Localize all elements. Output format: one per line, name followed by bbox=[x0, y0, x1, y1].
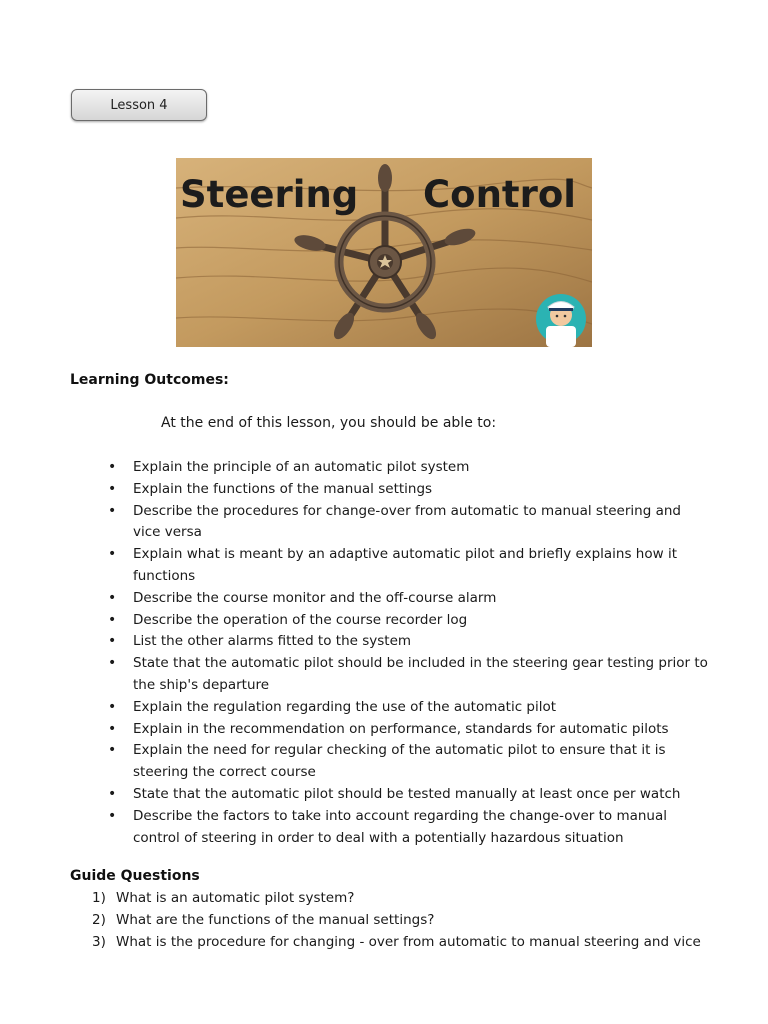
list-item: • Explain what is meant by an adaptive automatic pilot and briefly explains how it functions bbox=[108, 544, 708, 588]
list-item: • Explain the functions of the manual settings bbox=[108, 479, 708, 501]
learning-outcomes-intro: At the end of this lesson, you should be able to: bbox=[161, 415, 497, 431]
guide-questions-heading: Guide Questions bbox=[70, 868, 200, 884]
list-item bbox=[92, 910, 712, 932]
question-text: What is the procedure for changing - over from automatic to manual steering and vice bbox=[116, 933, 701, 950]
list-item: • Describe the procedures for change-over from automatic to manual steering and vice versa bbox=[108, 501, 708, 545]
list-item bbox=[92, 932, 712, 954]
question-text: What is an automatic pilot system? bbox=[116, 890, 355, 906]
list-item: • Explain the regulation regarding the use of the automatic pilot bbox=[108, 697, 708, 719]
list-item: • Explain the principle of an automatic pilot system bbox=[108, 457, 708, 479]
list-item: • Explain in the recommendation on performance, standards for automatic pilots bbox=[108, 719, 708, 741]
list-item: • List the other alarms fitted to the system bbox=[108, 631, 708, 653]
steering-control-banner bbox=[176, 158, 592, 347]
list-item: • State that the automatic pilot should be included in the steering gear testing prior to the ship's departure bbox=[108, 653, 708, 697]
lesson-badge-label: Lesson 4 bbox=[110, 97, 168, 113]
lesson-badge bbox=[71, 89, 207, 121]
question-number: 1) bbox=[92, 890, 106, 906]
list-item bbox=[92, 888, 712, 910]
guide-questions-list bbox=[92, 888, 712, 953]
list-item: • Explain the need for regular checking of the automatic pilot to ensure that it is steering the correct course bbox=[108, 740, 708, 784]
question-number: 3) bbox=[92, 933, 106, 950]
list-item: • Describe the operation of the course recorder log bbox=[108, 610, 708, 632]
list-item: • Describe the factors to take into account regarding the change-over to manual control of steering in order to deal with a potentially hazardous situation bbox=[108, 806, 708, 850]
learning-outcomes-heading: Learning Outcomes: bbox=[70, 372, 229, 388]
list-item: • Describe the course monitor and the off-course alarm bbox=[108, 588, 708, 610]
list-item: • State that the automatic pilot should be tested manually at least once per watch bbox=[108, 784, 708, 806]
banner-word-control: Control bbox=[423, 173, 576, 216]
question-text: What are the functions of the manual settings? bbox=[116, 911, 435, 928]
learning-outcomes-list bbox=[108, 457, 708, 849]
question-number: 2) bbox=[92, 911, 106, 928]
banner-word-steering: Steering bbox=[180, 173, 359, 216]
